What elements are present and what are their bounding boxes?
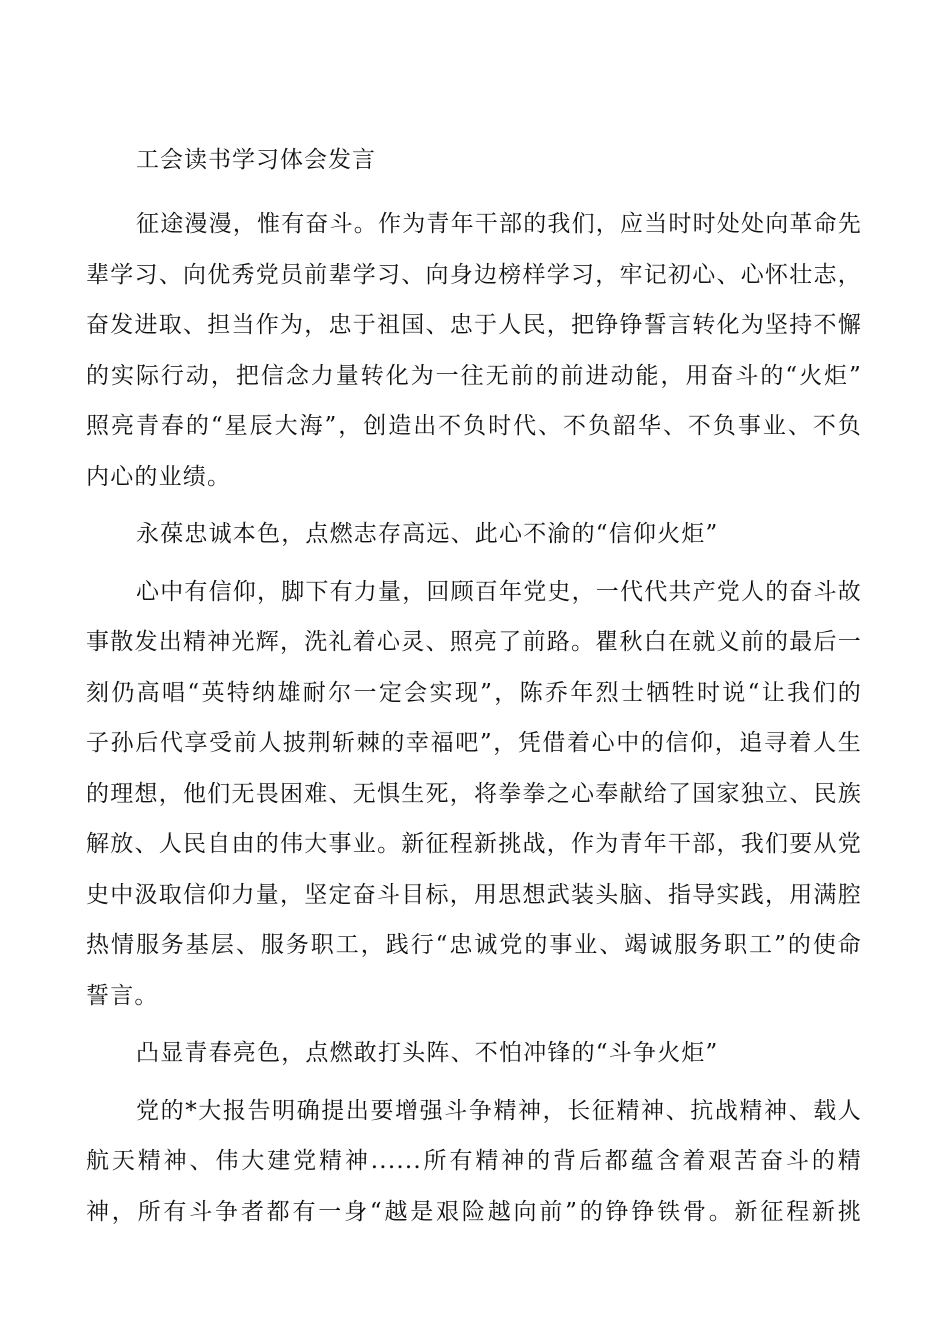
paragraph-intro [86, 199, 862, 502]
text-line: 神，所有斗争者都有一身“越是艰险越向前”的铮铮铁骨。新征程新挑 [86, 1198, 862, 1225]
text-line: 的理想，他们无畏困难、无惧生死，将拳拳之心奉献给了国家独立、民族 [86, 780, 862, 807]
text-line: 事散发出精神光辉，洗礼着心灵、照亮了前路。瞿秋白在就义前的最后一 [86, 629, 862, 655]
text-line: 征途漫漫，惟有奋斗。作为青年干部的我们，应当时时处处向革命先 [136, 211, 862, 237]
text-line: 刻仍高唱“英特纳雄耐尔一定会实现”，陈乔年烈士牺牲时说“让我们的 [86, 679, 862, 706]
document-page [86, 135, 862, 1237]
text-line: 解放、人民自由的伟大事业。新征程新挑战，作为青年干部，我们要从党 [86, 831, 862, 857]
text-line: 党的*大报告明确提出要增强斗争精神，长征精神、抗战精神、载人 [136, 1097, 862, 1124]
document-title: 工会读书学习体会发言 [136, 147, 376, 173]
text-line: 奋发进取、担当作为，忠于祖国、忠于人民，把铮铮誓言转化为坚持不懈 [86, 312, 862, 338]
text-line: 航天精神、伟大建党精神......所有精神的背后都蕴含着艰苦奋斗的精 [86, 1148, 862, 1174]
text-line: 子孙后代享受前人披荆斩棘的幸福吧”，凭借着心中的信仰，追寻着人生 [86, 730, 862, 756]
text-line: 内心的业绩。 [86, 463, 232, 490]
paragraph-faith [86, 567, 862, 1022]
text-line: 史中汲取信仰力量，坚定奋斗目标，用思想武装头脑、指导实践，用满腔 [86, 881, 862, 908]
text-line: 热情服务基层、服务职工，践行“忠诚党的事业、竭诚服务职工”的使命 [86, 932, 862, 958]
paragraph-struggle [86, 1086, 862, 1238]
text-line: 照亮青春的“星辰大海”，创造出不负时代、不负韶华、不负事业、不负 [86, 413, 862, 439]
text-line: 心中有信仰，脚下有力量，回顾百年党史，一代代共产党人的奋斗故 [136, 578, 862, 605]
text-line: 辈学习、向优秀党员前辈学习、向身边榜样学习，牢记初心、心怀壮志， [86, 261, 862, 288]
section-heading-struggle: 凸显青春亮色，点燃敢打头阵、不怕冲锋的“斗争火炬” [136, 1040, 719, 1066]
section-heading-faith: 永葆忠诚本色，点燃志存高远、此心不渝的“信仰火炬” [136, 521, 719, 547]
text-line: 的实际行动，把信念力量转化为一往无前的前进动能，用奋斗的“火炬” [86, 362, 862, 389]
text-line: 誓言。 [86, 982, 159, 1009]
